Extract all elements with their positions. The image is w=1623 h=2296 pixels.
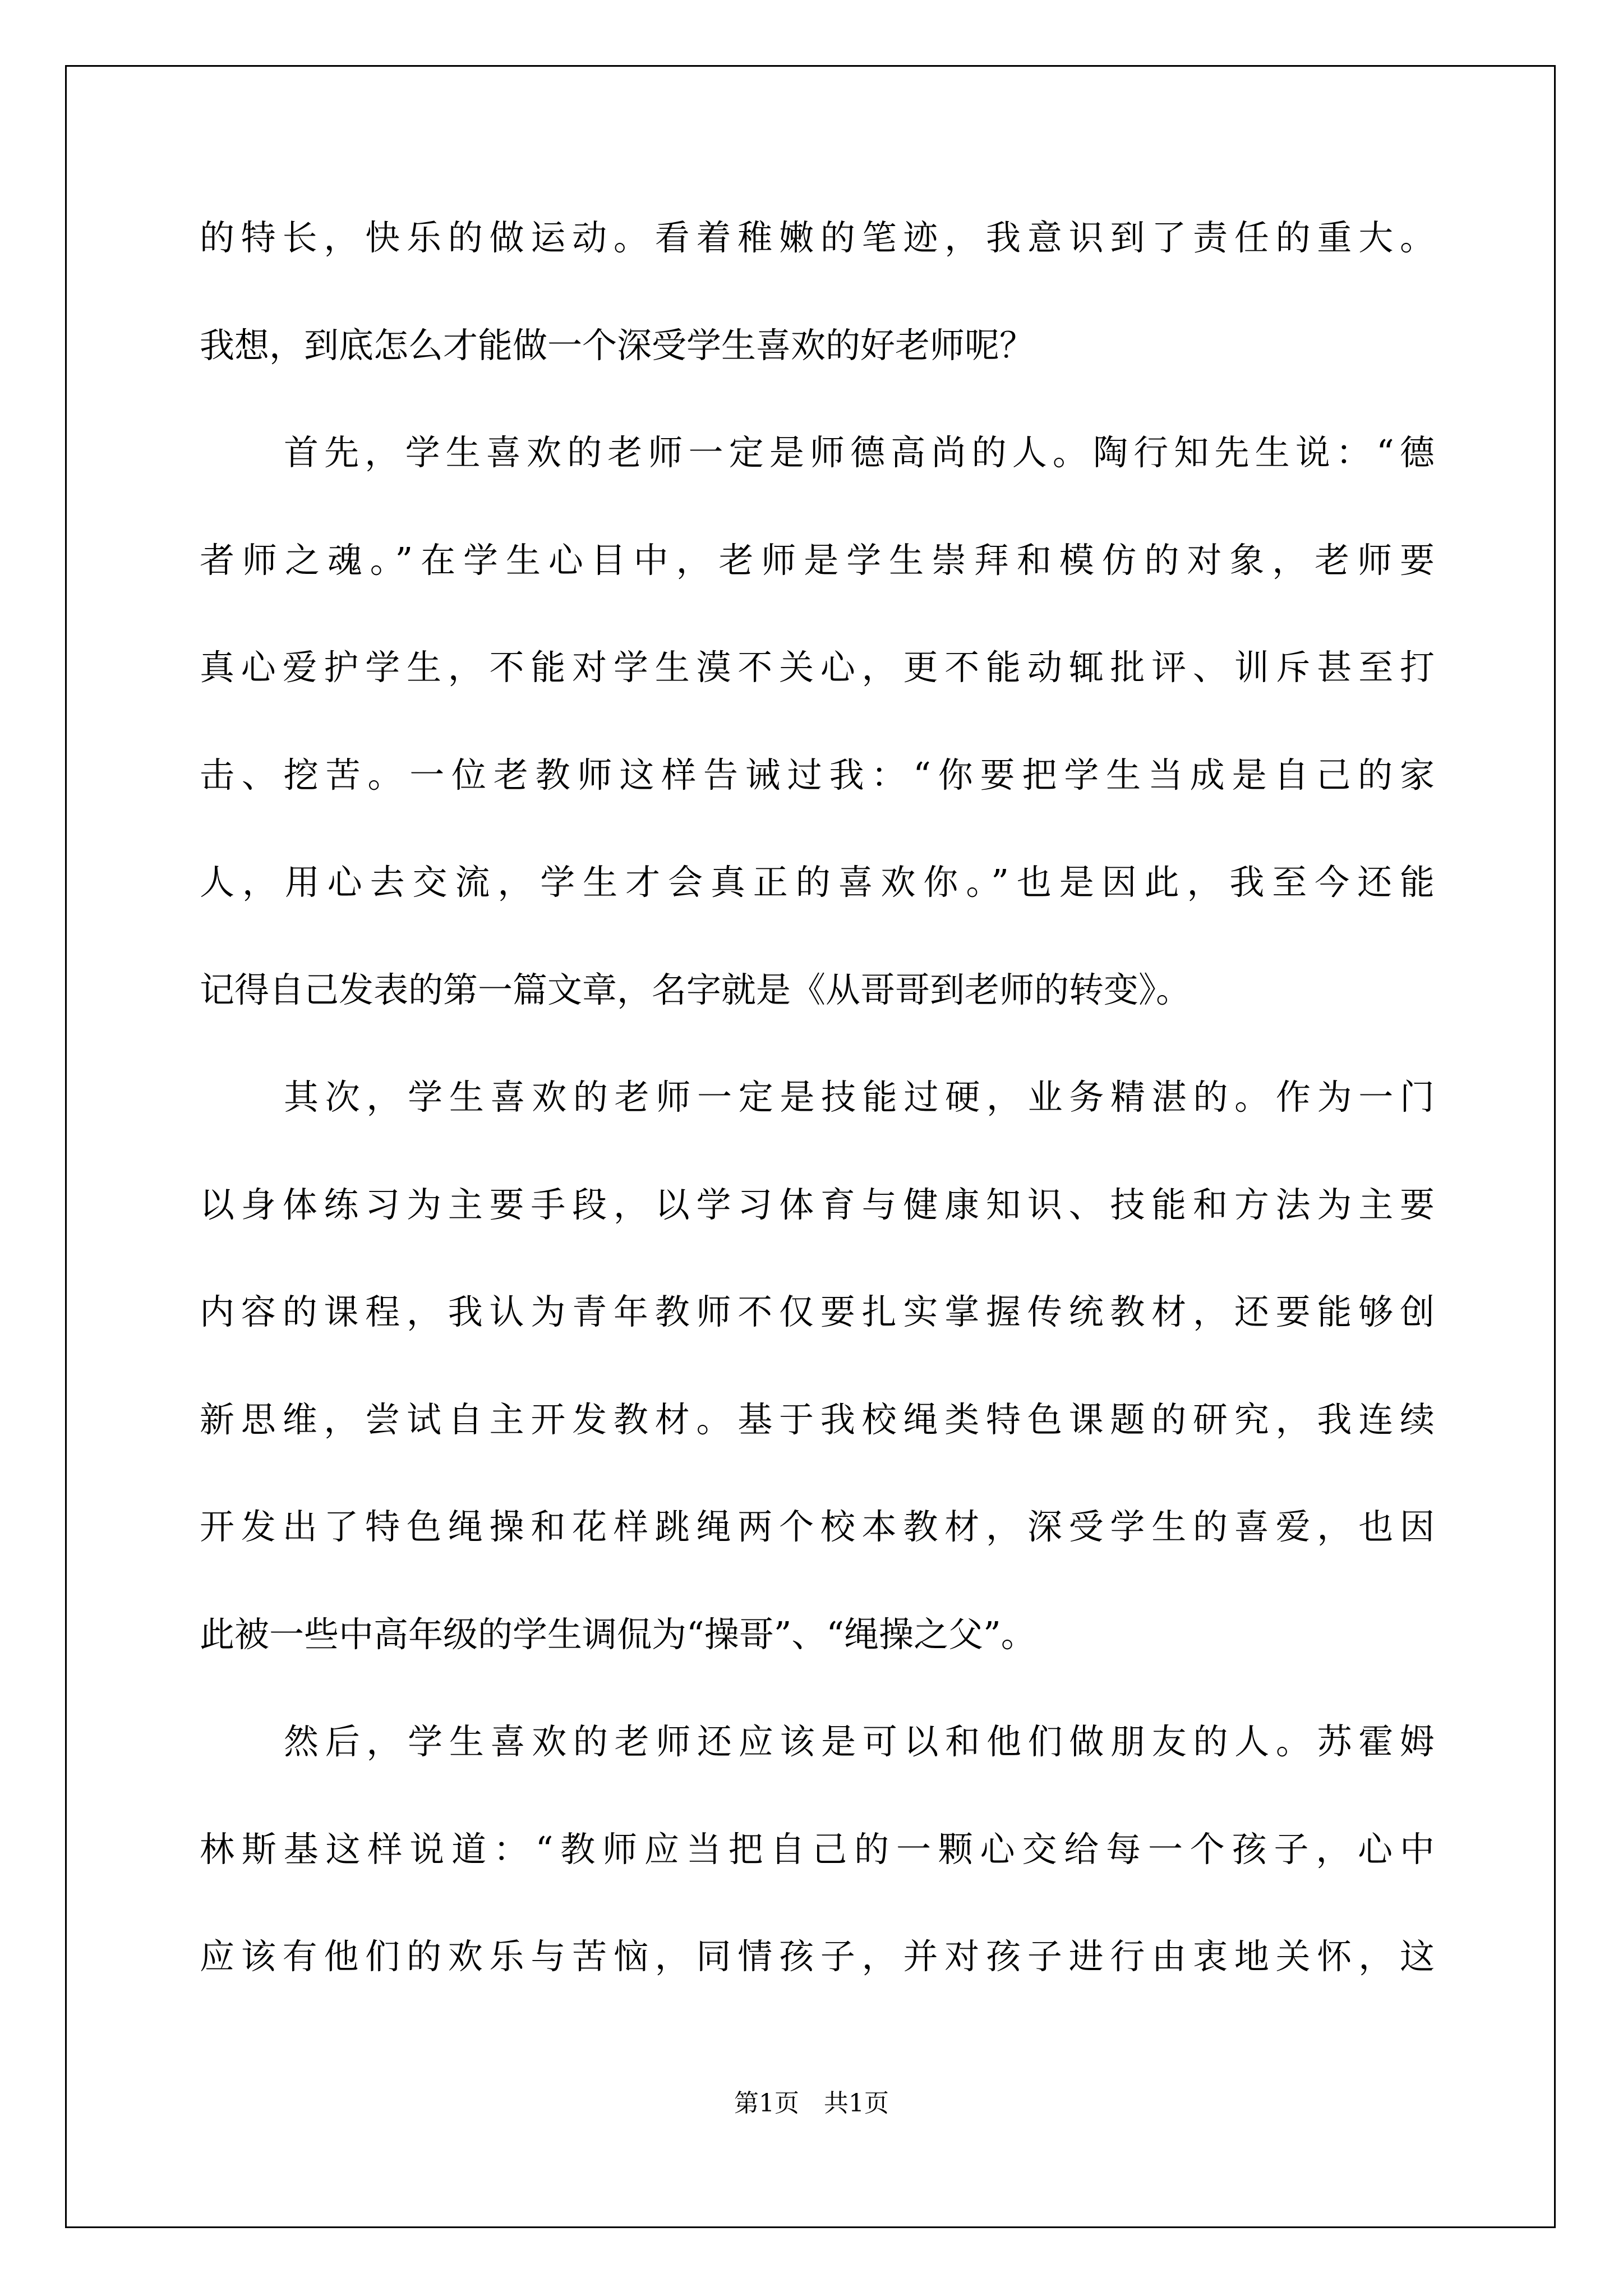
page-number-footer: 第1页 共1页 — [734, 2089, 889, 2118]
paragraph-start-line: 首先，学生喜欢的老师一定是师德高尚的人。陶行知先生说：“德 — [284, 432, 1435, 473]
text-line: 应该有他们的欢乐与苦恼，同情孩子，并对孩子进行由衷地关怀，这 — [200, 1936, 1435, 1977]
text-line: 内容的课程，我认为青年教师不仅要扎实掌握传统教材，还要能够创 — [200, 1291, 1435, 1332]
paragraph-start-line: 其次，学生喜欢的老师一定是技能过硬，业务精湛的。作为一门 — [284, 1076, 1435, 1117]
text-line: 开发出了特色绳操和花样跳绳两个校本教材，深受学生的喜爱，也因 — [200, 1506, 1435, 1547]
text-line: 者师之魂。”在学生心目中，老师是学生崇拜和模仿的对象，老师要 — [200, 539, 1435, 581]
paragraph-start-line: 然后，学生喜欢的老师还应该是可以和他们做朋友的人。苏霍姆 — [284, 1721, 1435, 1762]
text-line: 林斯基这样说道：“教师应当把自己的一颗心交给每一个孩子，心中 — [200, 1828, 1435, 1870]
text-line: 击、挖苦。一位老教师这样告诫过我：“你要把学生当成是自己的家 — [200, 754, 1435, 795]
document-body — [200, 215, 1435, 2042]
text-line: 以身体练习为主要手段，以学习体育与健康知识、技能和方法为主要 — [200, 1184, 1435, 1225]
text-line: 的特长，快乐的做运动。看着稚嫩的笔迹，我意识到了责任的重大。 — [200, 217, 1435, 258]
text-line: 我想，到底怎么才能做一个深受学生喜欢的好老师呢？ — [200, 324, 1035, 366]
text-line: 此被一些中高年级的学生调侃为“操哥”、“绳操之父”。 — [200, 1613, 1036, 1655]
text-line: 真心爱护学生，不能对学生漠不关心，更不能动辄批评、训斥甚至打 — [200, 647, 1435, 688]
text-line: 新思维，尝试自主开发教材。基于我校绳类特色课题的研究，我连续 — [200, 1398, 1435, 1440]
text-line: 人，用心去交流，学生才会真正的喜欢你。”也是因此，我至今还能 — [200, 862, 1435, 903]
text-line: 记得自己发表的第一篇文章，名字就是《从哥哥到老师的转变》。 — [200, 969, 1191, 1010]
